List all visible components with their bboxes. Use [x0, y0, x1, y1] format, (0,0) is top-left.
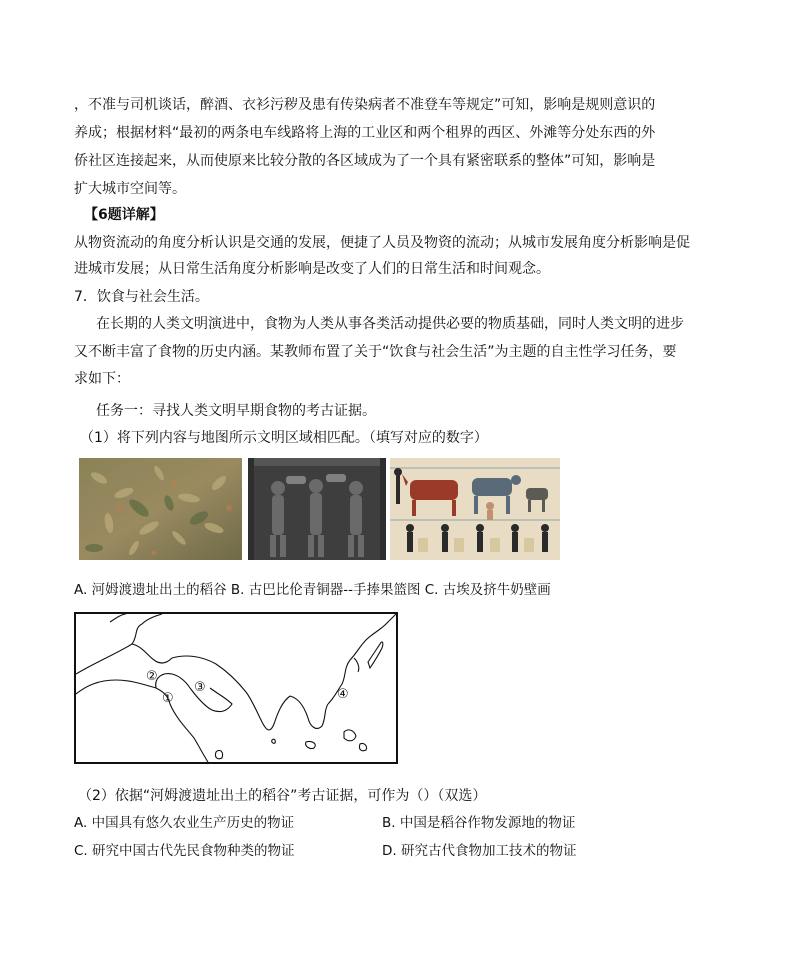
- map-marker-2: ②: [146, 669, 158, 684]
- text-line: 养成；根据材料“最初的两条电车线路将上海的工业区和两个租界的西区、外滩等分处东西的外: [74, 125, 656, 141]
- map-marker-4: ④: [337, 687, 349, 702]
- egyptian-mural-photo: [390, 458, 560, 560]
- image-caption: A. 河姆渡遗址出土的稻谷 B. 古巴比伦青铜器--手捧果篮图 C. 古埃及挤牛奶壁画: [74, 582, 551, 598]
- task-1: 任务一：寻找人类文明早期食物的考古证据。: [96, 403, 376, 419]
- rice-grains-photo: [79, 458, 242, 560]
- text-line: 又不断丰富了食物的历史内涵。某教师布置了关于“饮食与社会生活”为主题的自主性学习任务，要: [74, 344, 677, 360]
- text-line: ，不准与司机谈话，醉酒、衣衫污秽及患有传染病者不准登车等规定”可知，影响是规则意识的: [74, 97, 656, 113]
- text-line: 扩大城市空间等。: [74, 181, 186, 197]
- sub-question-1: （1）将下列内容与地图所示文明区域相匹配。（填写对应的数字）: [80, 430, 488, 446]
- text-line: 求如下：: [74, 371, 130, 387]
- sub-question-2: （2）依据“河姆渡遗址出土的稻谷”考古证据，可作为（）（双选）: [78, 788, 487, 804]
- map-marker-3: ③: [194, 680, 206, 695]
- option-a[interactable]: A. 中国具有悠久农业生产历史的物证: [74, 815, 295, 831]
- text-line: 在长期的人类文明演进中，食物为人类从事各类活动提供必要的物质基础，同时人类文明的进步: [96, 316, 684, 332]
- text-line: 从物资流动的角度分析认识是交通的发展，便捷了人员及物资的流动；从城市发展角度分析影响是促: [74, 235, 690, 251]
- option-d[interactable]: D. 研究古代食物加工技术的物证: [382, 843, 577, 859]
- text-line: 侨社区连接起来，从而使原来比较分散的各区域成为了一个具有紧密联系的整体”可知，影响是: [74, 153, 656, 169]
- option-b[interactable]: B. 中国是稻谷作物发源地的物证: [382, 815, 576, 831]
- option-c[interactable]: C. 研究中国古代先民食物种类的物证: [74, 843, 295, 859]
- section-heading-6: 【6题详解】: [84, 207, 164, 223]
- question-7-title: 7．饮食与社会生活。: [74, 289, 209, 305]
- map-marker-1: ①: [162, 691, 174, 706]
- text-line: 进城市发展；从日常生活角度分析影响是改变了人们的日常生活和时间观念。: [74, 261, 550, 277]
- babylonian-relief-photo: [248, 458, 386, 560]
- world-map: [74, 612, 398, 764]
